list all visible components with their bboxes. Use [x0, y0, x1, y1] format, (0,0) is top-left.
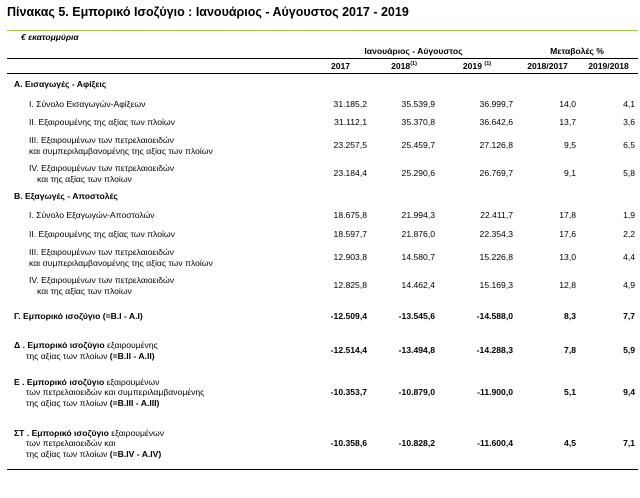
change-1: 8,3 [564, 311, 576, 322]
table-title: Πίνακας 5. Εμπορικό Ισοζύγιο : Ιανουάριος - Αύγουστος 2017 - 2019 [7, 5, 409, 19]
change-2: 5,9 [623, 345, 636, 356]
value-2017: 31.185,2 [333, 98, 367, 109]
value-2018: -13.494,8 [398, 345, 435, 356]
value-2018: 14.462,4 [401, 280, 435, 291]
value-2017: 12.825,8 [333, 280, 367, 291]
row-label: III. Εξαιρουμένων των πετρελαιοειδών και συμπεριλαμβανομένης της αξίας των πλοίων [29, 135, 213, 156]
section-a-title-row [7, 74, 638, 95]
value-2017: 23.184,4 [333, 168, 367, 179]
row-label: II. Εξαιρουμένης της αξίας των πλοίων [29, 229, 175, 240]
unit-label: € εκατομμύρια [7, 31, 638, 45]
header-row-1 [7, 44, 638, 59]
value-2017: -12.514,4 [330, 345, 367, 356]
change-1: 5,1 [564, 387, 576, 398]
value-2018: 25.290,6 [401, 168, 435, 179]
row-label: III. Εξαιρουμένων των πετρελαιοειδών και συμπεριλαμβανομένης της αξίας των πλοίων [29, 247, 213, 268]
table-row [7, 114, 638, 132]
balance-row [7, 300, 638, 334]
change-1: 17,6 [559, 229, 576, 240]
change-2: 4,4 [623, 252, 636, 263]
table-row [7, 95, 638, 114]
value-2018: 35.539,9 [401, 98, 435, 109]
col-2019: 2019 $^{(1)}$ [438, 59, 516, 74]
value-2019: 36.999,7 [479, 98, 513, 109]
change-1: 12,8 [559, 280, 576, 291]
balance-row [7, 334, 638, 368]
change-1: 14,0 [559, 98, 576, 109]
value-2017: 23.257,5 [333, 140, 367, 151]
value-2018: -13.545,6 [398, 311, 435, 322]
balance-row [7, 368, 638, 418]
balance-label: ΣΤ . Εμπορικό ισοζύγιο εξαιρουμένων των πετρελαιοειδών και της αξίας των πλοίων (=B.IV - A.IV) [7, 418, 311, 470]
table-row [7, 244, 638, 272]
change-2: 5,8 [623, 168, 636, 179]
col-change-2: 2019/2018 [579, 59, 638, 74]
value-2017: 31.112,1 [334, 117, 367, 128]
value-2018: 35.370,8 [401, 117, 435, 128]
value-2017: -10.358,6 [311, 418, 370, 470]
col-2018: 2018$^{(1)}$ [370, 59, 438, 74]
change-1: 9,5 [564, 140, 576, 151]
value-2018: 25.459,7 [401, 140, 435, 151]
table-row [7, 272, 638, 300]
table-row [7, 226, 638, 244]
change-2: 7,7 [623, 311, 636, 322]
row-label: IV. Εξαιρουμένων των πετρελαιοειδών και της αξίας των πλοίων [29, 163, 175, 184]
col-2017: 2017 [311, 59, 370, 74]
value-2018: 21.876,0 [401, 229, 435, 240]
balance-label: Δ . Εμπορικό ισοζύγιο εξαιρουμένης της αξίας των πλοίων (=B.II - A.II) [14, 340, 158, 361]
section-a-title: Α. Εισαγωγές - Αφίξεις [14, 79, 107, 89]
value-2017: 18.675,8 [333, 209, 367, 220]
value-2019: -14.288,3 [476, 345, 513, 356]
change-1: 7,8 [564, 345, 576, 356]
change-2: 9,4 [623, 387, 636, 398]
balance-row [7, 418, 638, 470]
period-header: Ιανουάριος - Αύγουστος [311, 44, 516, 59]
value-2019: 26.769,7 [479, 168, 513, 179]
value-2019: 15.226,8 [479, 252, 513, 263]
balance-label: Γ. Εμπορικό ισοζύγιο (=B.I - A.I) [14, 311, 143, 322]
unit-row [7, 31, 638, 45]
value-2019: -14.588,0 [476, 311, 513, 322]
value-2019: 22.354,3 [479, 229, 513, 240]
change-1: 13,0 [559, 252, 576, 263]
table-row [7, 205, 638, 226]
value-2017: -12.509,4 [330, 311, 367, 322]
col-change-1: 2018/2017 [516, 59, 579, 74]
trade-balance-table [7, 30, 638, 470]
header-row-2 [7, 59, 638, 74]
balance-label: Ε . Εμπορικό ισοζύγιο εξαιρουμένων των πετρελαιοειδών και συμπεριλαμβανομένης της αξίας των πλοίων (=B.III - A.III) [14, 376, 205, 408]
change-1: 9,1 [564, 168, 576, 179]
value-2017: 18.597,7 [333, 229, 367, 240]
value-2018: -10.879,0 [398, 387, 435, 398]
row-label: I. Σύνολο Εξαγωγών-Αποστολών [29, 209, 155, 220]
change-2: 1,9 [623, 209, 636, 220]
value-2019: 36.642,6 [479, 117, 513, 128]
change-2: 4,9 [623, 280, 636, 291]
value-2019: 15.169,3 [479, 280, 513, 291]
value-2018: 14.580,7 [401, 252, 435, 263]
change-1: 4,5 [516, 418, 579, 470]
table-row [7, 132, 638, 160]
change-2: 2,2 [623, 229, 636, 240]
section-b-title: Β. Εξαγωγές - Αποστολές [14, 190, 118, 201]
changes-header: Μεταβολές % [516, 44, 638, 59]
value-2017: 12.903,8 [333, 252, 367, 263]
value-2019: 22.411,7 [480, 209, 513, 220]
row-label: II. Εξαιρουμένης της αξίας των πλοίων [29, 117, 175, 128]
change-2: 4,1 [623, 98, 636, 109]
change-2: 7,1 [579, 418, 638, 470]
change-2: 3,6 [623, 117, 636, 128]
value-2019: -11.600,4 [438, 418, 516, 470]
change-2: 6,5 [623, 140, 636, 151]
value-2017: -10.353,7 [330, 387, 367, 398]
value-2018: 21.994,3 [401, 209, 435, 220]
value-2018: -10.828,2 [370, 418, 438, 470]
row-label: I. Σύνολο Εισαγωγών-Αφίξεων [29, 98, 146, 109]
change-1: 17,8 [559, 209, 576, 220]
row-label: IV. Εξαιρουμένων των πετρελαιοειδών και της αξίας των πλοίων [29, 275, 175, 296]
value-2019: 27.126,8 [479, 140, 513, 151]
table-row [7, 160, 638, 188]
section-b-title-row [7, 188, 638, 205]
change-1: 13,7 [559, 117, 576, 128]
value-2019: -11.900,0 [477, 387, 513, 398]
